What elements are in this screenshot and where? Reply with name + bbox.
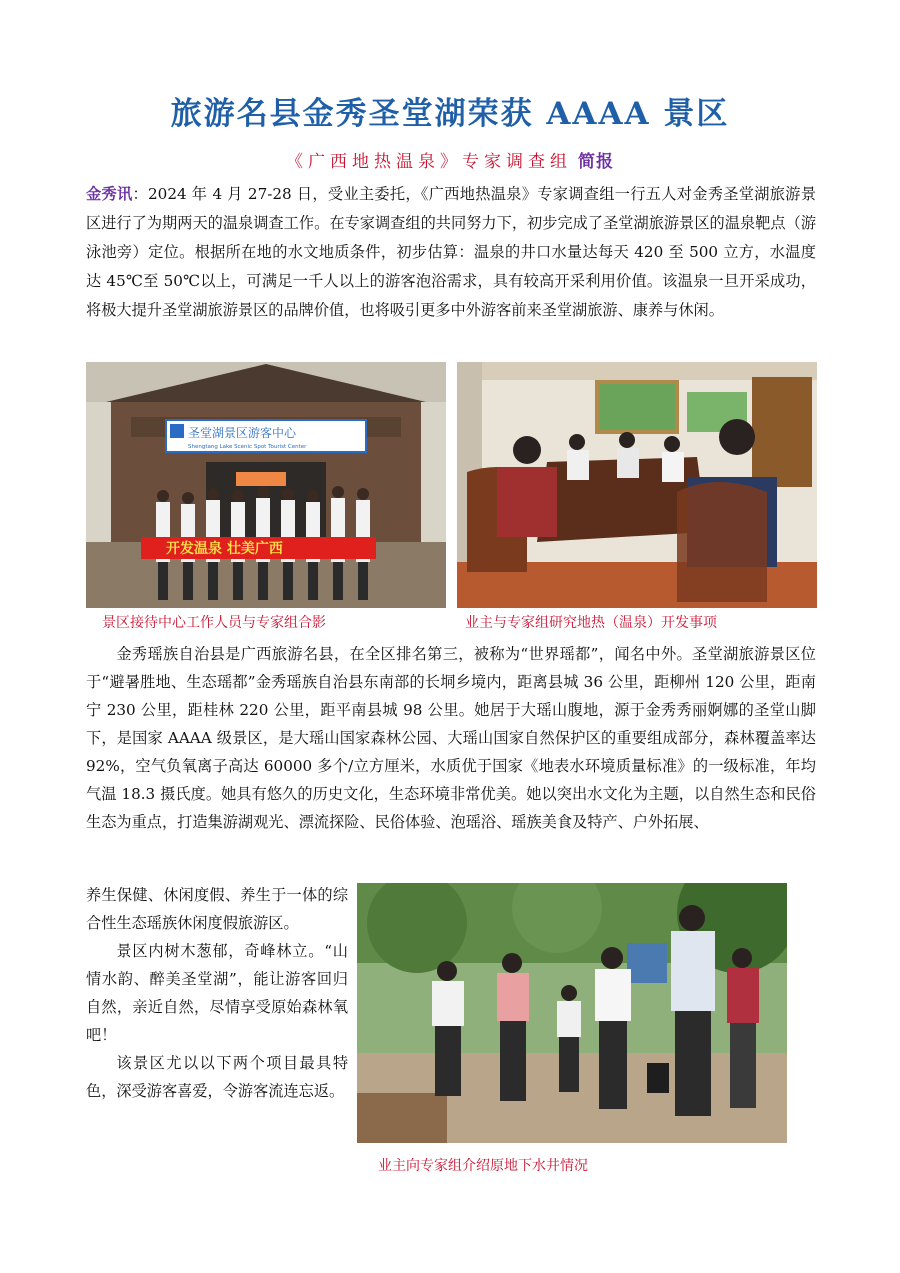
paragraph-continued: 养生保健、休闲度假、养生于一体的综合性生态瑶族休闲度假旅游区。 [86,886,348,932]
paragraph-scenery: 景区内树木葱郁，奇峰林立。“山情水韵、醉美圣堂湖”，能让游客回归自然，亲近自然，尽情享受原始森林氧吧！ [86,942,348,1044]
paragraph-intro [86,180,816,325]
sign-en: Shengtang Lake Scenic Spot Tourist Center [188,444,307,450]
paragraph-intro-text: ：2024 年 4 月 27-28 日，受业主委托，《广西地热温泉》专家调查组一行五人对金秀圣堂湖旅游景区进行了为期两天的温泉调查工作。在专家调查组的共同努力下，初步完成了圣堂湖旅游景区的温泉靶点（游泳池旁）定位。根据所在地的水文地质条件，初步估算：温泉的井口水量达每天 420 至 500 立方，水温度达 45℃至 50℃以上，可满足一千人以上的游客泡浴需求，具有较高开采利用价值。该温泉一旦开采成功，将极大提升圣堂湖旅游景区的品牌价值，也将吸引更多中外游客前来圣堂湖旅游、康养与休闲。 [86,185,817,319]
paragraph-features: 该景区尤以以下两个项目最具特色，深受游客喜爱，令游客流连忘返。 [86,1054,348,1100]
caption-photo-1: 景区接待中心工作人员与专家组合影 [102,615,326,631]
photo-well-inspection [357,883,787,1143]
page-title: 旅游名县金秀圣堂湖荣获 AAAA 景区 [170,96,730,132]
banner-text: 开发温泉 壮美广西 [166,541,283,557]
photo-visitor-center [86,362,446,608]
paragraph-lead: 金秀讯 [86,185,133,203]
page-subtitle [0,147,900,172]
subtitle-text: 《广西地热温泉》专家调查组 [286,152,572,172]
paragraph-county-intro: 金秀瑶族自治县是广西旅游名县，在全区排名第三，被称为“世界瑶都”，闻名中外。圣堂湖旅游景区位于“避暑胜地、生态瑶都”金秀瑶族自治县东南部的长垌乡境内，距离县城 36 公里，距柳州 120 公里，距南宁 230 公里，距桂林 220 公里，距平南县城 98 公里。她居于大瑶山腹地，源于金秀秀丽婀娜的圣堂山脚下，是国家 AAAA 级景区，是大瑶山国家森林公园、大瑶山国家自然保护区的重要组成部分，森林覆盖率达 92%，空气负氧离子高达 60000 多个/立方厘米，水质优于国家《地表水环境质量标准》的一级标准，年均气温 18.3 摄氏度。她具有悠久的历史文化，生态环境非常优美。她以突出水文化为主题，以自然生态和民俗生态为重点，打造集游湖观光、漂流探险、民俗体验、泡瑶浴、瑶族美食及特产、户外拓展、 [86,645,816,831]
subtitle-tag: 简报 [578,152,614,172]
caption-photo-2: 业主与专家组研究地热（温泉）开发事项 [465,615,717,631]
left-column-text [86,881,348,1105]
photo-meeting-room [457,362,817,608]
sign-cn: 圣堂湖景区游客中心 [188,426,297,440]
caption-photo-3: 业主向专家组介绍原地下水井情况 [378,1158,588,1174]
